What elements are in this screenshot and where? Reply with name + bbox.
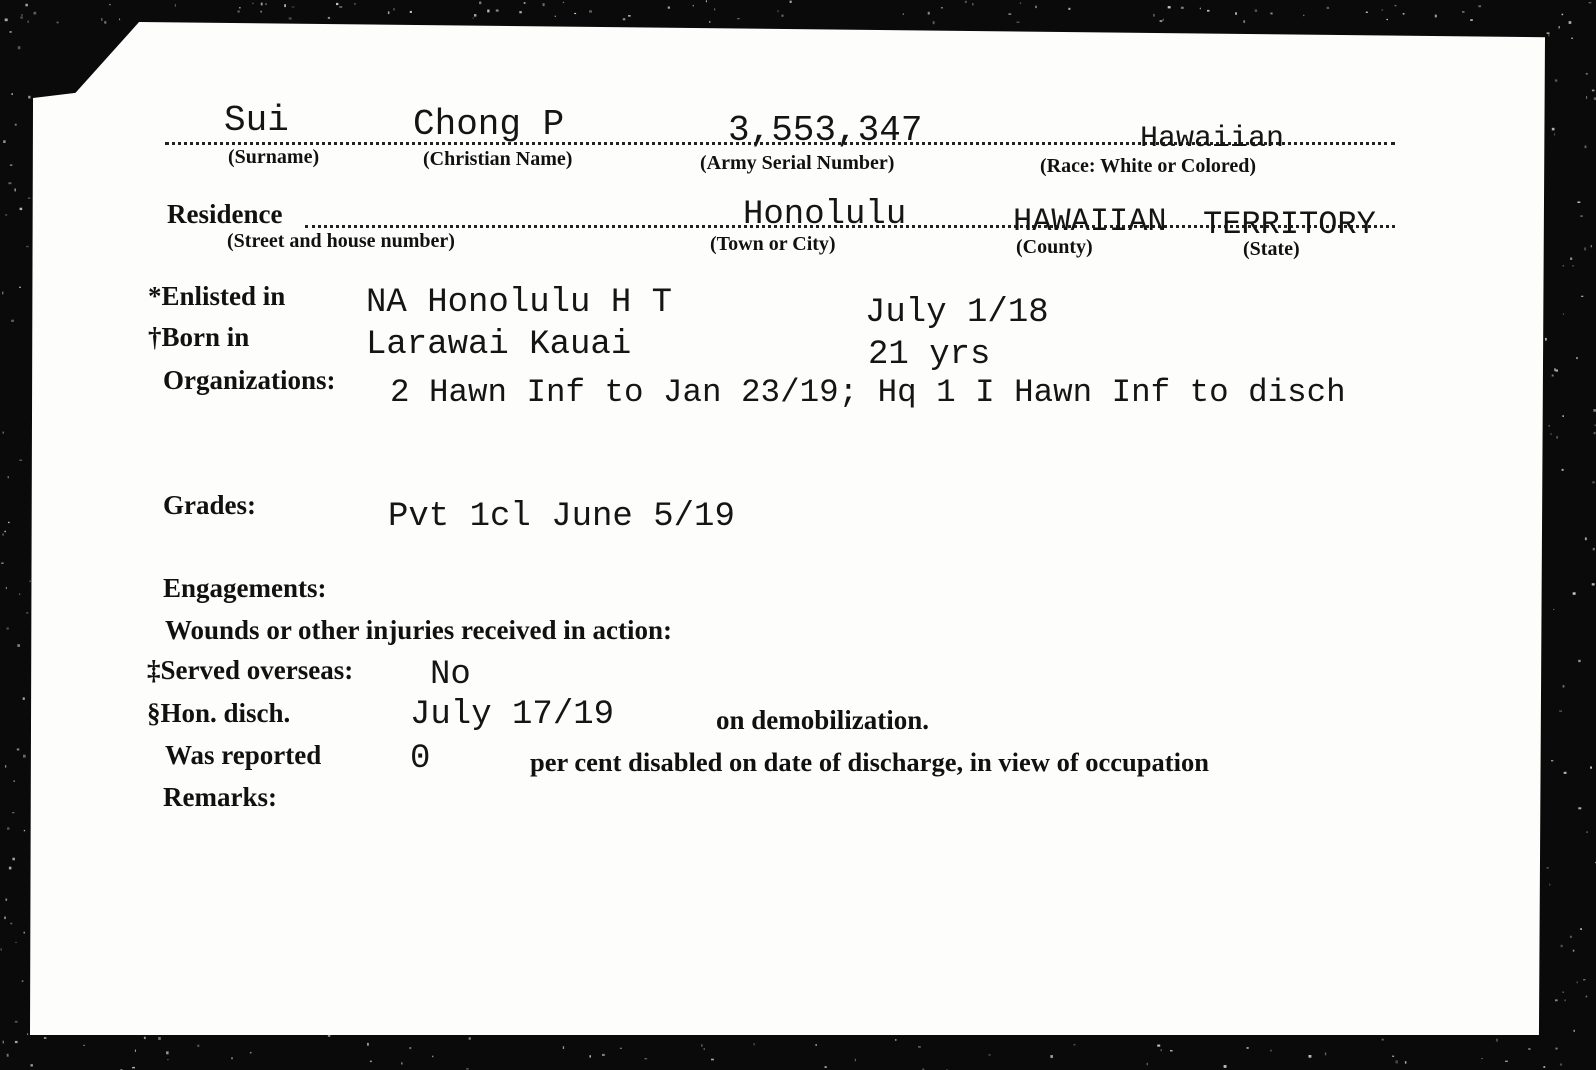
- serial-number-value: 3,553,347: [728, 110, 923, 151]
- scan-speckle: [5, 765, 6, 768]
- scan-speckle: [8, 476, 9, 478]
- scan-speckle: [19, 287, 21, 288]
- scan-speckle: [1572, 265, 1574, 266]
- scan-speckle: [339, 6, 342, 8]
- scan-speckle: [1545, 338, 1547, 341]
- disabled-percent-value: 0: [410, 740, 431, 778]
- scan-speckle: [1578, 807, 1581, 809]
- scan-speckle: [289, 17, 292, 19]
- scan-speckle: [1565, 1000, 1566, 1002]
- scan-speckle: [1581, 296, 1583, 297]
- scan-speckle: [109, 4, 111, 5]
- scan-speckle: [524, 2, 526, 4]
- enlisted-place-value: NA Honolulu H T: [366, 284, 673, 322]
- scan-speckle: [1562, 14, 1564, 16]
- scan-speckle: [8, 182, 11, 184]
- scan-speckle: [119, 19, 120, 21]
- scan-speckle: [31, 1064, 33, 1066]
- scan-speckle: [1243, 20, 1245, 23]
- scan-speckle: [1020, 3, 1021, 4]
- scan-speckle: [1496, 1039, 1498, 1042]
- scan-speckle: [166, 1051, 169, 1054]
- scan-speckle: [895, 1039, 897, 1041]
- scan-speckle: [167, 1059, 168, 1060]
- scan-speckle: [1586, 73, 1588, 74]
- scan-speckle: [782, 15, 784, 17]
- scan-speckle: [1505, 1061, 1508, 1062]
- scan-speckle: [1462, 11, 1465, 13]
- scan-speckle: [1556, 370, 1558, 372]
- scan-speckle: [1585, 537, 1587, 540]
- scan-speckle: [10, 923, 12, 925]
- scan-speckle: [466, 1068, 469, 1069]
- scan-speckle: [104, 21, 106, 24]
- scan-speckle: [1235, 12, 1237, 15]
- scan-speckle: [623, 18, 626, 20]
- scan-speckle: [1570, 936, 1572, 938]
- scan-speckle: [284, 4, 286, 7]
- scan-speckle: [1247, 1047, 1249, 1049]
- scan-speckle: [972, 3, 974, 5]
- scan-speckle: [1200, 8, 1201, 10]
- scan-speckle: [1207, 10, 1210, 12]
- scan-speckle: [354, 3, 356, 4]
- scan-speckle: [1556, 436, 1558, 439]
- scan-speckle: [1153, 14, 1155, 17]
- scan-speckle: [620, 1048, 622, 1049]
- scan-speckle: [1560, 1064, 1562, 1066]
- scan-speckle: [12, 812, 14, 813]
- residence-label: Residence: [167, 199, 283, 229]
- county-caption: (County): [1016, 236, 1093, 258]
- scan-speckle: [1593, 548, 1595, 551]
- scan-speckle: [487, 10, 489, 13]
- scan-speckle: [1577, 202, 1580, 204]
- scan-speckle: [1396, 1060, 1398, 1063]
- scan-speckle: [1586, 96, 1587, 99]
- scan-speckle: [1553, 609, 1554, 610]
- scan-speckle: [250, 1052, 252, 1054]
- scan-speckle: [409, 1047, 411, 1049]
- scan-speckle: [15, 1041, 18, 1043]
- scan-speckle: [5, 19, 8, 22]
- serial-number-caption: (Army Serial Number): [700, 152, 895, 174]
- scan-speckle: [132, 1067, 135, 1069]
- state-caption: (State): [1243, 238, 1300, 260]
- scan-speckle: [239, 7, 241, 8]
- scan-speckle: [1554, 133, 1555, 136]
- scan-speckle: [57, 22, 59, 24]
- scan-speckle: [469, 1037, 471, 1039]
- scan-speckle: [1478, 5, 1481, 7]
- residence-town-value: Honolulu: [743, 196, 907, 234]
- scan-speckle: [1562, 415, 1564, 417]
- scan-speckle: [1327, 7, 1330, 9]
- scan-speckle: [7, 1054, 9, 1057]
- scan-speckle: [563, 2, 564, 3]
- scan-speckle: [1573, 592, 1576, 595]
- scan-speckle: [2, 533, 4, 535]
- scan-speckle: [30, 581, 31, 582]
- scan-speckle: [1528, 1048, 1530, 1050]
- scan-speckle: [367, 1043, 369, 1046]
- scan-speckle: [1181, 7, 1184, 9]
- scan-speckle: [1563, 314, 1564, 315]
- scan-speckle: [22, 980, 24, 982]
- scan-speckle: [34, 12, 37, 15]
- overseas-label: ‡Served overseas:: [147, 655, 354, 685]
- scan-speckle: [4, 917, 6, 920]
- scan-speckle: [28, 96, 30, 99]
- scan-speckle: [555, 16, 556, 17]
- discharge-date-value: July 17/19: [410, 696, 615, 734]
- scan-speckle: [12, 93, 13, 95]
- scan-speckle: [496, 10, 499, 12]
- engagements-label: Engagements:: [163, 573, 327, 603]
- scan-speckle: [704, 1048, 705, 1050]
- scan-speckle: [1395, 5, 1397, 6]
- scan-speckle: [1381, 10, 1383, 11]
- scan-speckle: [3, 1041, 4, 1044]
- scan-speckle: [1555, 999, 1558, 1001]
- scan-speckle: [1564, 772, 1567, 774]
- scan-speckle: [238, 11, 240, 13]
- scan-speckle: [20, 16, 23, 18]
- age-value: 21 yrs: [868, 336, 991, 374]
- scan-speckle: [15, 1021, 18, 1023]
- scan-speckle: [602, 1054, 605, 1056]
- scan-speckle: [644, 1058, 647, 1059]
- scan-speckle: [11, 320, 14, 322]
- wounds-label: Wounds or other injuries received in action:: [165, 615, 673, 645]
- scan-speckle: [19, 593, 20, 595]
- scan-speckle: [1570, 258, 1572, 260]
- scan-speckle: [1470, 19, 1473, 21]
- scan-speckle: [815, 1044, 817, 1046]
- scan-speckle: [7, 827, 9, 830]
- scan-speckle: [252, 3, 253, 5]
- scan-speckle: [101, 18, 103, 21]
- scan-speckle: [2, 292, 3, 295]
- scan-speckle: [27, 1033, 28, 1035]
- scan-speckle: [231, 1057, 233, 1059]
- scan-speckle: [135, 1050, 136, 1052]
- scan-speckle: [1586, 832, 1588, 833]
- scan-speckle: [27, 21, 29, 23]
- scan-speckle: [18, 46, 21, 49]
- christian-name-value: Chong P: [413, 104, 565, 145]
- scan-speckle: [12, 858, 15, 861]
- scan-speckle: [1168, 6, 1171, 8]
- scan-speckle: [1270, 13, 1272, 15]
- reported-suffix: per cent disabled on date of discharge, in view of occupation: [530, 747, 1209, 777]
- scan-speckle: [1403, 13, 1405, 15]
- scan-speckle: [1270, 1050, 1272, 1052]
- race-caption: (Race: White or Colored): [1040, 155, 1257, 177]
- scan-speckle: [1590, 767, 1592, 769]
- scan-speckle: [1569, 21, 1572, 24]
- scan-speckle: [1592, 90, 1595, 92]
- scan-speckle: [24, 830, 25, 831]
- born-label: †Born in: [148, 322, 250, 352]
- scan-speckle: [26, 246, 29, 247]
- scan-speckle: [918, 1046, 921, 1047]
- scan-speckle: [1160, 20, 1163, 22]
- organizations-value: 2 Hawn Inf to Jan 23/19; Hq 1 I Hawn Inf to disch: [390, 374, 1346, 411]
- scan-speckle: [1392, 1056, 1394, 1057]
- scan-speckle: [825, 1066, 827, 1068]
- scan-speckle: [737, 18, 740, 19]
- scan-speckle: [714, 8, 715, 10]
- born-place-value: Larawai Kauai: [366, 326, 632, 364]
- scan-speckle: [158, 1037, 161, 1040]
- scan-speckle: [328, 17, 330, 19]
- scan-speckle: [44, 1037, 47, 1039]
- scan-speckle: [1224, 1065, 1227, 1068]
- scan-speckle: [265, 3, 266, 5]
- scan-speckle: [28, 198, 31, 199]
- scan-speckle: [292, 7, 295, 8]
- scan-speckle: [1585, 146, 1587, 149]
- scan-speckle: [24, 932, 26, 934]
- scan-speckle: [1255, 9, 1257, 12]
- scan-speckle: [1386, 19, 1388, 20]
- scan-speckle: [1309, 1055, 1312, 1058]
- scan-speckle: [6, 899, 8, 901]
- scan-speckle: [401, 1062, 403, 1064]
- scan-speckle: [1563, 265, 1565, 266]
- christian-name-caption: (Christian Name): [423, 148, 573, 170]
- scan-speckle: [1580, 928, 1582, 930]
- scan-speckle: [15, 942, 17, 943]
- scan-speckle: [589, 10, 592, 12]
- scan-speckle: [4, 531, 6, 532]
- scan-speckle: [1552, 128, 1555, 131]
- scan-speckle: [432, 1056, 433, 1058]
- residence-county-value: HAWAIIAN: [1013, 203, 1167, 240]
- scan-speckle: [370, 1061, 372, 1063]
- scan-speckle: [1482, 1058, 1483, 1059]
- scan-speckle: [1035, 6, 1036, 8]
- scan-speckle: [1592, 583, 1595, 585]
- surname-caption: (Surname): [228, 146, 320, 168]
- race-value: Hawaiian: [1140, 122, 1285, 156]
- scan-speckle: [543, 3, 545, 6]
- scan-speckle: [17, 644, 20, 647]
- scan-speckle: [711, 1059, 714, 1061]
- scan-speckle: [1559, 26, 1560, 28]
- scan-speckle: [10, 31, 12, 33]
- scan-speckle: [410, 11, 412, 13]
- reported-label: Was reported: [165, 740, 322, 770]
- scan-speckle: [261, 3, 263, 6]
- scan-speckle: [1405, 1061, 1407, 1064]
- scan-speckle: [1580, 216, 1583, 217]
- scan-speckle: [83, 1045, 85, 1046]
- scan-speckle: [3, 432, 4, 434]
- scan-speckle: [965, 1, 967, 3]
- scan-speckle: [903, 13, 904, 15]
- scan-speckle: [15, 189, 16, 192]
- scan-speckle: [474, 14, 476, 17]
- scan-speckle: [13, 780, 15, 782]
- scan-speckle: [1435, 15, 1437, 18]
- scan-speckle: [933, 21, 935, 24]
- scan-speckle: [574, 13, 576, 14]
- discharge-label: §Hon. disch.: [147, 698, 291, 728]
- town-caption: (Town or City): [710, 233, 836, 255]
- scan-speckle: [709, 21, 710, 23]
- scan-speckle: [1, 948, 2, 950]
- scan-speckle: [328, 1035, 330, 1037]
- scan-speckle: [393, 8, 395, 10]
- scan-speckle: [778, 10, 779, 12]
- scan-speckle: [1008, 13, 1011, 14]
- scan-speckle: [473, 17, 474, 18]
- scan-speckle: [8, 522, 10, 523]
- scan-speckle: [175, 4, 176, 7]
- scan-speckle: [1561, 945, 1563, 947]
- scan-speckle: [6, 587, 7, 589]
- scan-speckle: [1571, 38, 1573, 39]
- scan-speckle: [1589, 2, 1592, 3]
- scan-speckle: [941, 7, 943, 8]
- scan-speckle: [20, 208, 23, 210]
- grades-label: Grades:: [163, 490, 256, 520]
- scan-speckle: [479, 2, 481, 5]
- remarks-label: Remarks:: [163, 782, 277, 812]
- scan-speckle: [1366, 12, 1368, 13]
- scan-speckle: [1584, 247, 1586, 250]
- scan-speckle: [668, 7, 670, 9]
- scan-speckle: [3, 140, 5, 143]
- scan-speckle: [1583, 979, 1585, 980]
- scan-speckle: [388, 11, 390, 14]
- scan-speckle: [1325, 1053, 1326, 1056]
- scan-speckle: [10, 164, 13, 166]
- scan-speckle: [1551, 760, 1553, 761]
- scan-speckle: [1543, 1066, 1545, 1068]
- scan-speckle: [1548, 425, 1550, 426]
- scan-speckle: [754, 1043, 755, 1045]
- scan-speckle: [1555, 1048, 1557, 1050]
- scan-speckle: [9, 867, 12, 870]
- organizations-label: Organizations:: [163, 365, 336, 395]
- scan-speckle: [1573, 950, 1575, 952]
- scan-speckle: [1157, 1045, 1160, 1047]
- scan-speckle: [989, 1054, 991, 1056]
- scan-speckle: [706, 0, 707, 2]
- scan-speckle: [1563, 685, 1565, 688]
- residence-state-value: TERRITORY: [1203, 206, 1376, 243]
- scan-speckle: [1555, 79, 1558, 81]
- scan-speckle: [25, 4, 28, 7]
- scan-speckle: [7, 628, 9, 630]
- scan-speckle: [563, 1046, 564, 1049]
- scan-speckle: [1548, 34, 1549, 37]
- scan-speckle: [1578, 660, 1581, 662]
- scan-speckle: [260, 11, 262, 13]
- scan-speckle: [19, 460, 22, 461]
- scan-speckle: [197, 1045, 199, 1047]
- scan-speckle: [1592, 481, 1595, 483]
- scan-speckle: [1170, 1050, 1173, 1051]
- scan-speckle: [26, 612, 28, 613]
- scan-speckle: [1547, 867, 1549, 868]
- enlisted-date-value: July 1/18: [865, 294, 1049, 332]
- scan-speckle: [1563, 992, 1564, 993]
- scan-speckle: [1586, 996, 1588, 998]
- scan-speckle: [790, 1, 792, 3]
- street-caption: (Street and house number): [227, 230, 455, 252]
- scan-speckle: [1163, 19, 1164, 21]
- scan-speckle: [5, 214, 7, 216]
- scan-speckle: [1050, 1055, 1053, 1058]
- scan-speckle: [21, 14, 23, 15]
- scan-speckle: [1574, 1030, 1575, 1032]
- scan-speckle: [701, 1044, 703, 1047]
- scan-speckle: [23, 755, 26, 758]
- scan-speckle: [1550, 433, 1551, 435]
- scan-speckle: [1, 563, 4, 564]
- scan-speckle: [144, 1037, 146, 1039]
- scan-speckle: [1591, 245, 1592, 247]
- enlisted-label: *Enlisted in: [148, 281, 286, 311]
- scan-speckle: [23, 697, 25, 700]
- scan-speckle: [1562, 469, 1564, 471]
- scan-speckle: [1303, 15, 1304, 16]
- scan-speckle: [628, 15, 631, 17]
- scan-speckle: [1559, 711, 1562, 712]
- scan-speckle: [1017, 22, 1020, 24]
- scan-speckle: [15, 124, 17, 126]
- scan-speckle: [1382, 1039, 1384, 1041]
- scan-speckle: [1161, 1049, 1163, 1051]
- scan-speckle: [1552, 375, 1554, 377]
- scan-speckle: [590, 1055, 591, 1057]
- overseas-value: No: [430, 656, 471, 694]
- discharge-suffix: on demobilization.: [716, 705, 930, 735]
- scan-speckle: [17, 749, 20, 751]
- scan-speckle: [1068, 8, 1070, 10]
- scan-speckle: [1549, 884, 1550, 886]
- grades-value: Pvt 1cl June 5/19: [388, 498, 735, 536]
- scan-speckle: [336, 3, 338, 5]
- scan-speckle: [1577, 982, 1578, 984]
- scan-speckle: [1147, 1063, 1148, 1066]
- scan-speckle: [1576, 357, 1578, 359]
- scan-speckle: [1074, 1044, 1076, 1045]
- scan-speckle: [855, 1059, 856, 1062]
- scan-speckle: [693, 5, 694, 7]
- scan-speckle: [1594, 432, 1596, 434]
- surname-value: Sui: [224, 100, 289, 141]
- scan-speckle: [519, 11, 522, 13]
- scan-speckle: [928, 12, 930, 15]
